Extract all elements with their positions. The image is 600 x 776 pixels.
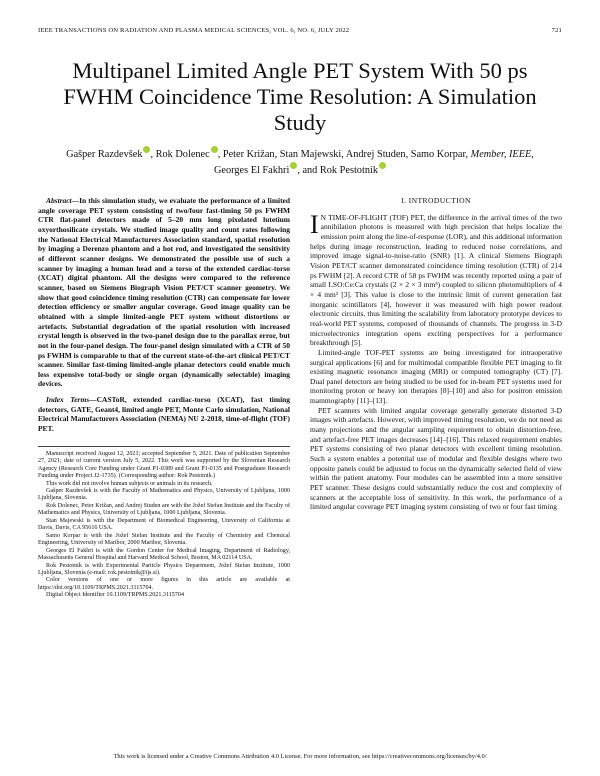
- footnote-divider: [38, 446, 290, 447]
- paper-title: Multipanel Limited Angle PET System With 50 ps FWHM Coincidence Time Resolution: A Simulation Study: [63, 58, 537, 135]
- index-terms-label: Index Terms: [46, 395, 90, 405]
- license-footer: This work is licensed under a Creative Commons Attribution 4.0 License. For more information, see https://creativecommons.org/licenses/by/4.0/: [113, 753, 487, 760]
- footnote: Stan Majewski is with the Department of Biomedical Engineering, University of California at Davis, Davis, CA 95616 USA.: [38, 517, 290, 532]
- body-paragraph: PET scanners with limited angular coverage generally generate distorted 3-D images with artefacts. However, with improved timing resolution, we do not need as many projections and the angular sampling requirement to obtain distortion-free, and artefact-free PET images decreases [14]–[16]. This relaxed requirement enables PET systems consisting of two planar detectors with excellent timing resolution. Such a system enables a potential use of modular and flexible designs where two opposite panels could be adjusted to focus on the dynamically selected field of view within the patient anatomy. Four modules can be assembled into a more sensitive PET scanner. These designs could substantially reduce the cost and complexity of scanners at the acceptable loss of sensitivity. In this work, the performance of a limited angular coverage PET imaging system consisting of two or four fast timing: [310, 405, 562, 512]
- abstract-label: Abstract: [46, 196, 72, 205]
- footnote: This work did not involve human subjects or animals in its research.: [46, 480, 213, 487]
- footnote: Rok Dolenec, Peter Križan, and Andrej Studen are with the Jožef Stefan Institute and the Faculty of Mathematics and Physics, University of Ljubljana, 1000 Ljubljana, Slovenia.: [38, 502, 290, 517]
- body-paragraph: Limited-angle TOF-PET systems are being investigated for intraoperative surgical applications [6] and for multimodal compatible flexible PET imaging to fit existing magnetic resonance imaging (MRI) or computed tomography (CT) [7]. Dual panel detectors are being studied to be used for in-beam PET systems used for monitoring proton or heavy ion therapies [8]–[10] and also for positron emission mammography [11]–[13].: [310, 347, 562, 406]
- abstract-text: —In this simulation study, we evaluate the performance of a limited angle coverage PET system consisting of two/four fast-timing 50 ps FWHM CTR flat-panel detectors made of 5–20 mm long pixelated lutetium oxyorthosilicate crystals. We studied image quality and count rates following the National Electrical Manufacturers Association standard, spatial resolution by imaging a Derenzo phantom and a hot rod, and investigated the sensitivity of different scanner designs. We demonstrated the possible use of such a scanner by imaging a human head and a torso of the extended cardiac-torso (XCAT) digital phantom. All the designs were compared to the reference scanner, based on Siemens Biograph Vision PET/CT scanner geometry. We show that good coincidence timing resolution (CTR) can compensate for lower detection efficiency or smaller angular coverage. Good image quality can be obtained with a simple limited-angle PET system without distortions or artefacts. Substantial degradation of the spatial resolution with increased crystal length is observed in the two-panel design due to the parallax error, but not in the four-panel design. The four-panel design simulated with a CTR of 50 ps FWHM is comparable to that of the current state-of-the-art clinical PET/CT scanner. Similar fast-timing limited-angle planar detectors could enable much less expensive total-body or single organ (dynamically selectable) imaging devices.: [38, 196, 290, 389]
- page-number: 721: [551, 27, 562, 34]
- footnote: Rok Pestotnik is with Experimental Particle Physics Department, Jožef Stefan Institute, 1000 Ljubljana, Slovenia (e-mail: rok.pestotnik@ijs.si).: [38, 562, 290, 576]
- author-name: , Rok Dolenec: [150, 149, 210, 160]
- membership: Member, IEEE: [470, 149, 532, 160]
- drop-cap: I: [310, 209, 319, 239]
- author-name: Georges El Fakhri: [214, 165, 290, 176]
- index-terms-text: —CASToR, extended cardiac-torso (XCAT), fast timing detectors, GATE, Geant4, limited angle PET, Monte Carlo simulation, National Electrical Manufacturers Association (NEMA) NU 2-2018, time-of-flight (TOF) PET.: [38, 395, 290, 434]
- author-list: Gašper Razdevšek , Rok Dolenec , Peter Križan, Stan Majewski, Andrej Studen, Samo Korpar, Member, IEEE, Georges El Fakhri , and Rok Pestotnik: [40, 146, 560, 178]
- footnote: Georges El Fakhri is with the Gordon Center for Medical Imaging, Department of Radiology, Massachusetts General Hospital and Harvard Medical School, Boston, MA 02114 USA.: [38, 547, 290, 562]
- orcid-icon[interactable]: [211, 146, 218, 153]
- footnote: Digital Object Identifier 10.1109/TRPMS.2021.3115704: [46, 592, 184, 599]
- right-column: [310, 196, 562, 512]
- abstract: [38, 196, 290, 389]
- author-name: , and Rok Pestotnik: [297, 165, 378, 176]
- running-head: [38, 27, 562, 39]
- index-terms: [38, 395, 290, 434]
- author-name: , Peter Križan, Stan Majewski, Andrej Studen, Samo Korpar,: [217, 149, 469, 160]
- journal-name: IEEE TRANSACTIONS ON RADIATION AND PLASMA MEDICAL SCIENCES, VOL. 6, NO. 6, JULY 2022: [38, 27, 350, 34]
- footnote: Samo Korpar is with the Jožef Stefan Institute and the Faculty of Chemistry and Chemical Engineering, University of Maribor, 2000 Maribor, Slovenia.: [38, 532, 290, 547]
- footnote: Manuscript received August 12, 2021; accepted September 5, 2021. Date of publication September 27, 2021; date of current version July 5, 2022. This work was supported by the Slovenian Research Agency (Research Core Funding under Grant P1-0389 and Grant P1-0135 and Postgraduate Research Funding under Project J2-1735). (Corresponding author: Rok Pestotnik.): [38, 450, 290, 480]
- footnote: Gašper Razdevšek is with the Faculty of Mathematics and Physics, University of Ljubljana, 1000 Ljubljana, Slovenia.: [38, 488, 290, 502]
- body-paragraph: [310, 209, 562, 348]
- footnotes: [38, 451, 290, 600]
- section-heading: I. INTRODUCTION: [401, 196, 471, 205]
- left-column: [38, 196, 290, 600]
- footnote: Color versions of one or more figures in this article are available at https://doi.org/10.1109/TRPMS.2021.3115704.: [38, 577, 290, 591]
- orcid-icon[interactable]: [379, 162, 386, 169]
- paragraph-text: N TIME-OF-FLIGHT (TOF) PET, the difference in the arrival times of the two annihilation photons is measured with high precision that helps localize the emission point along the line-of-response (LOR), and this additional information helps during image reconstruction, leading to reduced noise correlations, and improved image signal-to-noise-ratio (SNR) [1]. A clinical Siemens Biograph Vision PET/CT scanner demonstrated coincidence timing resolution (CTR) of 214 ps FWHM [2]. A record CTR of 58 ps FWHM was recently reported using a pair of small LSO:Ce:Ca crystals (2 × 2 × 3 mm³) coupled to silicon photomultipliers of 4 × 4 mm² [3]. This value is close to the intrinsic limit of current generation fast inorganic scintillators [4], however it was measured with high power readout electronic circuits, thus limiting the scalability from laboratory prototype devices to real-world PET systems, composed of thousands of channels. The progress in 3-D microelectronics integration opens exciting perspectives for a performance breakthrough [5].: [310, 212, 562, 348]
- author-name: Gašper Razdevšek: [66, 149, 143, 160]
